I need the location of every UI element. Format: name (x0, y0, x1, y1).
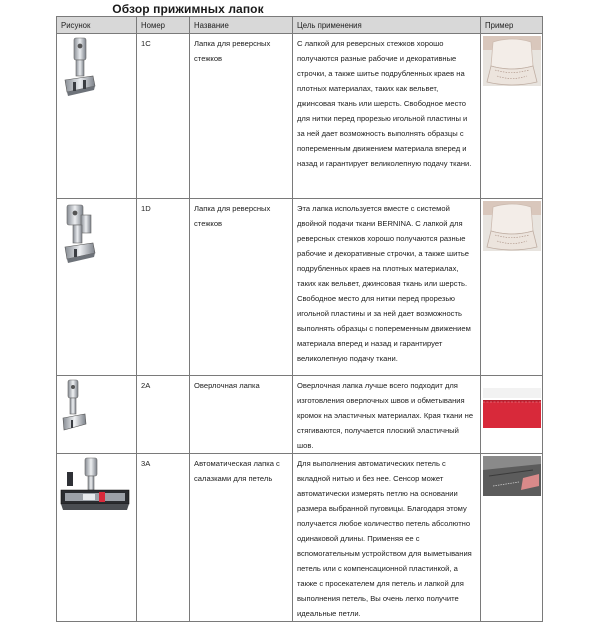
purpose-cell: Оверлочная лапка лучше всего подходит для изготовления оверлочных швов и обметывания кромок на эластичных материалах. Края ткани не стягиваются, получается плоский эластичный шов. (293, 376, 481, 454)
purpose-cell: Эта лапка используется вместе с системой двойной подачи ткани BERNINA. С лапкой для реверсных стежков хорошо получаются разные рабочие и декоративные строчки, а также шитье подрубленных краев на плотных материалах, таких как вельвет, джинсовая ткань или шерсть. Свободное место для нитки перед прорезью игольной пластины и за ней дает возможность выполнять образцы с попеременным движением материала вперед и назад и гарантирует великолепную подачу ткани. (293, 199, 481, 376)
table-row (57, 376, 543, 454)
table-row (57, 34, 543, 199)
example-photo-2a (483, 378, 541, 434)
picture-cell (57, 376, 137, 454)
name-cell: Лапка для реверсных стежков (190, 199, 293, 376)
number-cell: 1C (137, 34, 190, 199)
presser-foot-1c-image (59, 36, 99, 102)
picture-cell (57, 34, 137, 199)
purpose-cell: С лапкой для реверсных стежков хорошо получаются разные рабочие и декоративные строчки, а также шитье подрубленных краев на плотных материалах, таких как вельвет, джинсовая ткань или шерсть. Свободное место для нитки перед прорезью игольной пластины и за ней дает возможность выполнять образцы с попеременным движением материала вперед и назад и гарантирует великолепную подачу ткани. (293, 34, 481, 199)
header-picture: Рисунок (57, 17, 137, 34)
example-photo-3a (483, 456, 541, 496)
example-photo-1d (483, 201, 541, 251)
purpose-cell: Для выполнения автоматических петель с вкладной нитью и без нее. Сенсор может автоматически измерять петлю на основании размера выбранной пуговицы. Благодаря этому получается любое количество петель абсолютно одинаковой длины. Применяя ее с вспомогательным устройством для выметывания петель или с компенсационной пластинкой, а также с просекателем для петель и лапкой для выполнения петель, Вы очень легко получите идеальные петли. (293, 454, 481, 622)
number-cell: 1D (137, 199, 190, 376)
buttonhole-foot-3a-image (59, 456, 131, 516)
presser-feet-table (56, 16, 543, 622)
header-name: Название (190, 17, 293, 34)
example-cell (481, 454, 543, 622)
presser-foot-2a-image (59, 378, 89, 434)
example-cell (481, 376, 543, 454)
page-title: Обзор прижимных лапок (112, 2, 264, 16)
example-cell (481, 199, 543, 376)
table-header-row (57, 17, 543, 34)
presser-foot-1d-image (59, 201, 99, 267)
name-cell: Лапка для реверсных стежков (190, 34, 293, 199)
number-cell: 3A (137, 454, 190, 622)
example-photo-1c (483, 36, 541, 86)
picture-cell (57, 199, 137, 376)
name-cell: Автоматическая лапка с салазками для петель (190, 454, 293, 622)
table-row (57, 199, 543, 376)
header-example: Пример (481, 17, 543, 34)
header-purpose: Цель применения (293, 17, 481, 34)
header-number: Номер (137, 17, 190, 34)
name-cell: Оверлочная лапка (190, 376, 293, 454)
table-row (57, 454, 543, 622)
example-cell (481, 34, 543, 199)
picture-cell (57, 454, 137, 622)
number-cell: 2A (137, 376, 190, 454)
